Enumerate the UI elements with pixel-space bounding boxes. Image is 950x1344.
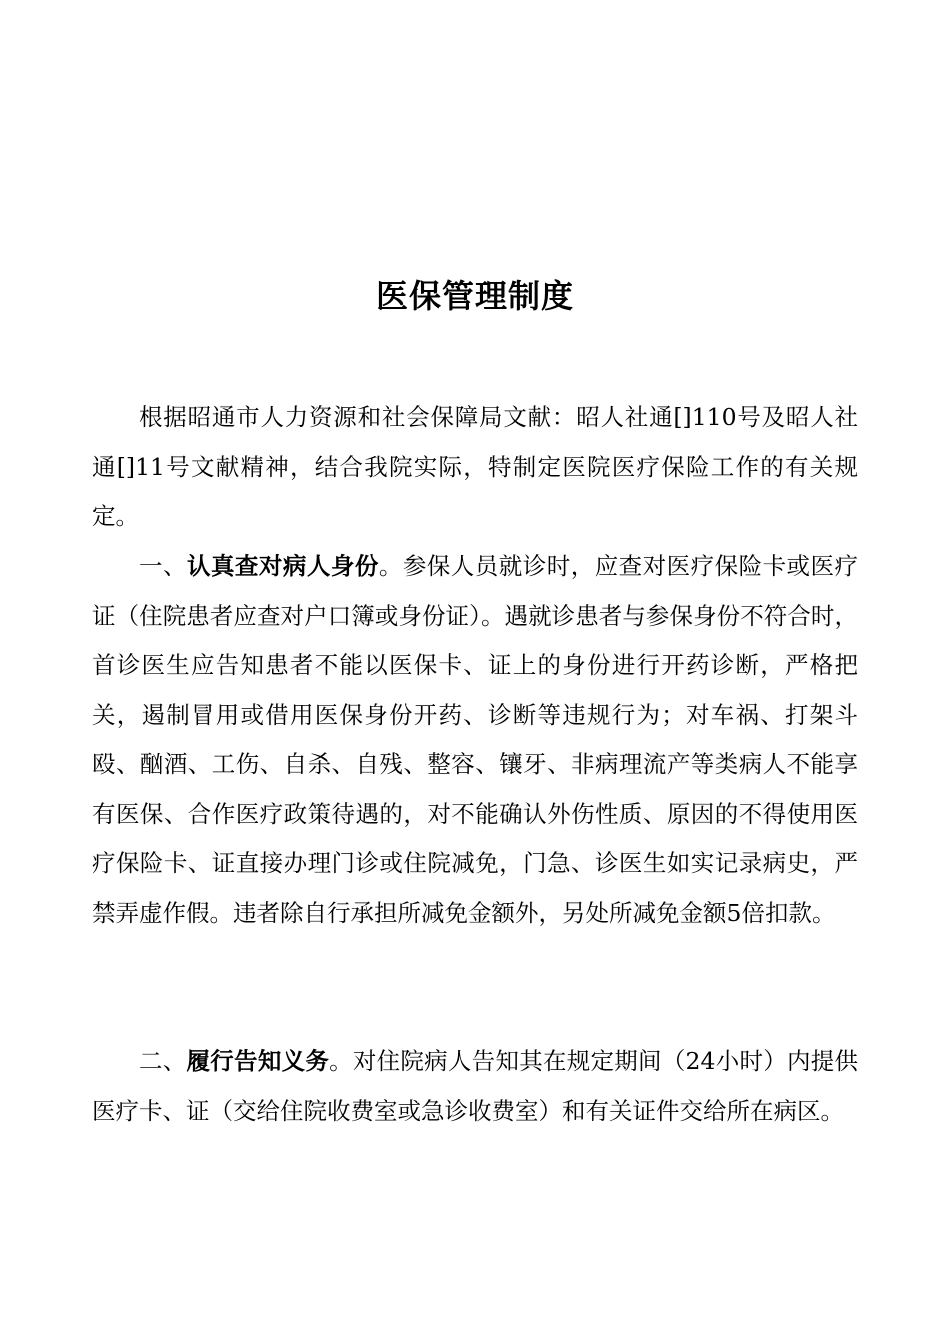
section-two-body: 。对住院病人告知其在规定期间（24小时）内提供医疗卡、证（交给住院收费室或急诊收费室）和有关证件交给所在病区。 xyxy=(92,1047,859,1125)
intro-paragraph: 根据昭通市人力资源和社会保障局文献：昭人社通[]110号及昭人社通[]11号文献精神，结合我院实际，特制定医院医疗保险工作的有关规定。 xyxy=(92,403,858,530)
section-two-heading: 履行告知义务 xyxy=(186,1047,330,1075)
section-two-paragraph xyxy=(92,1037,858,1136)
section-one-body: 。参保人员就诊时，应查对医疗保险卡或医疗证（住院患者应查对户口簿或身份证）。遇就诊患者与参保身份不符合时，首诊医生应告知患者不能以医保卡、证上的身份进行开药诊断，严格把关，遏制冒用或借用医保身份开药、诊断等违规行为；对车祸、打架斗殴、酗酒、工伤、自杀、自残、整容、镶牙、非病理流产等类病人不能享有医保、合作医疗政策待遇的，对不能确认外伤性质、原因的不得使用医疗保险卡、证直接办理门诊或住院减免，门急、诊医生如实记录病史，严禁弄虚作假。违者除自行承担所减免金额外，另处所减免金额5倍扣款。 xyxy=(92,552,859,927)
document-title: 医保管理制度 xyxy=(375,277,574,315)
section-one-paragraph xyxy=(92,542,858,938)
section-two-prefix: 二、 xyxy=(139,1047,187,1075)
section-one-heading: 认真查对病人身份 xyxy=(186,552,379,580)
section-one-prefix: 一、 xyxy=(139,552,187,580)
